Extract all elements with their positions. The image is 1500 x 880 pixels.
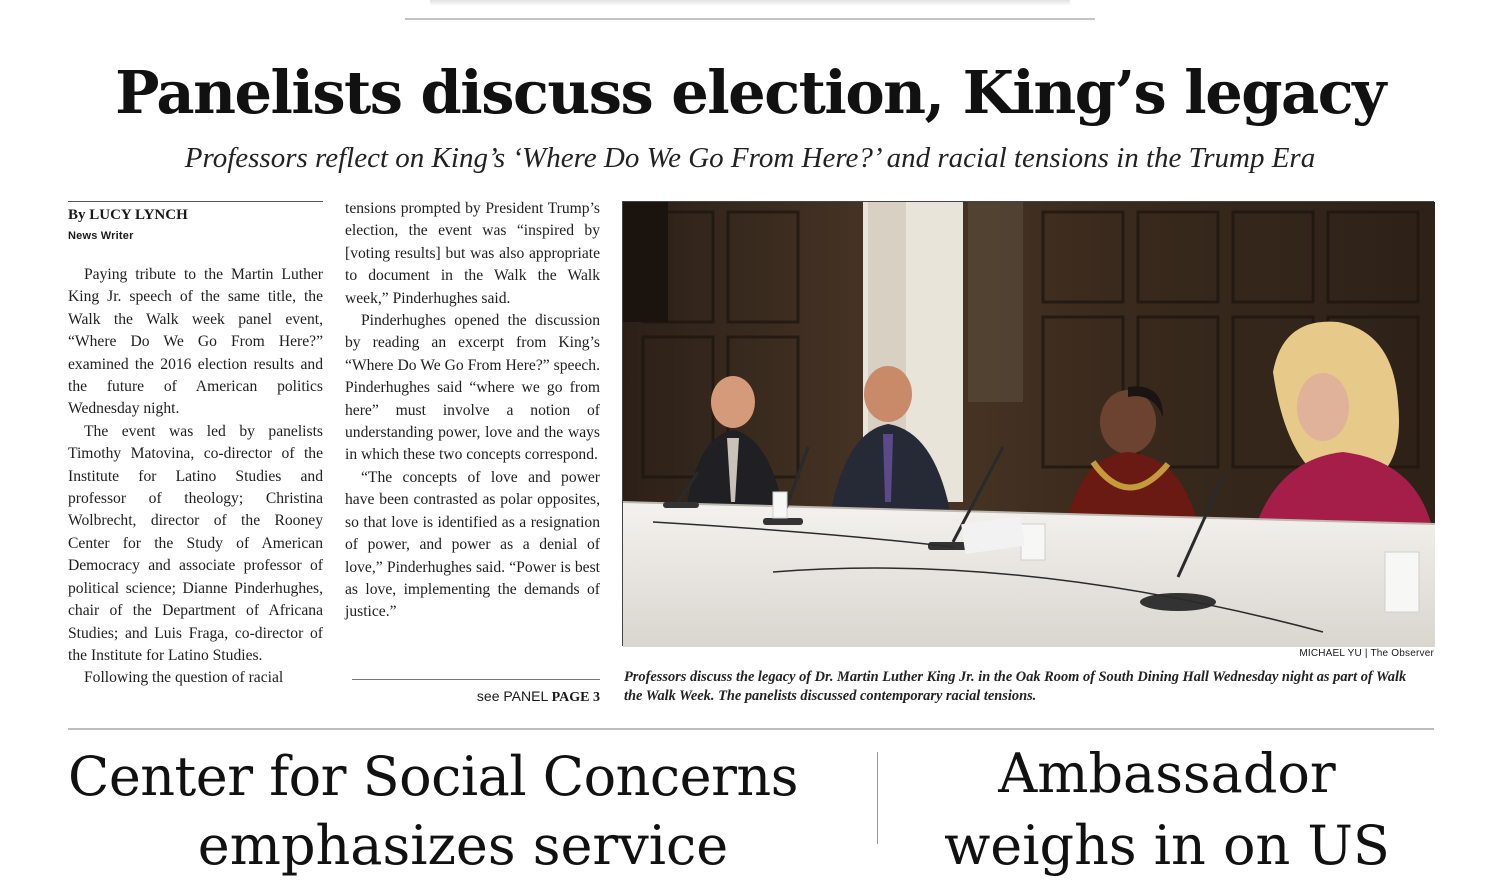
jump-divider — [352, 679, 600, 680]
jump-line[interactable] — [352, 688, 600, 706]
third-headline-line2: weighs in on US — [944, 814, 1390, 877]
jump-page: PAGE 3 — [551, 690, 600, 705]
paragraph: “The concepts of love and power have been contrasted as polar opposites, so that love is identified as a resignation of power, and power as a denial of love,” Pinderhughes said. “Power is best as love, implementing the demands of justice.” — [345, 468, 600, 621]
byline: By LUCY LYNCH — [68, 207, 188, 223]
top-divider — [405, 18, 1095, 20]
third-headline: Ambassador — [998, 742, 1336, 805]
section-divider — [68, 728, 1434, 730]
second-headline-line2: emphasizes service — [197, 814, 729, 877]
jump-text: see PANEL — [476, 688, 548, 704]
second-headline: Center for Social Concerns — [68, 745, 798, 808]
paragraph: The event was led by panelists Timothy Matovina, co-director of the Institute for Latino Studies and professor of theology; Christina Wolbrecht, director of the Rooney Center for the Study of American Democracy and associate professor of political science; Dianne Pinderhughes, chair of the Department of Africana Studies; and Luis Fraga, co-director of the Institute for Latino Studies. — [68, 422, 323, 664]
article-column-1 — [68, 264, 323, 690]
paragraph: Pinderhughes opened the discussion by reading an excerpt from King’s “Where Do We Go From Here?” speech. Pinderhughes said “where we go from here” must involve a notion of understanding power, love and the ways in which these two concepts correspond. — [345, 312, 600, 464]
cut-off-masthead-strip — [430, 0, 1070, 6]
main-deck: Professors reflect on King’s ‘Where Do We Go From Here?’ and racial tensions in the Trump Era — [184, 142, 1316, 174]
paragraph: tensions prompted by President Trump’s election, the event was “inspired by [voting results] but was also appropriate to document in the Walk the Walk week,” Pinderhughes said. — [345, 200, 600, 307]
main-headline: Panelists discuss election, King’s legacy — [115, 58, 1385, 127]
paragraph: Paying tribute to the Martin Luther King Jr. speech of the same title, the Walk the Walk week panel event, “Where Do We Go From Here?” examined the 2016 election results and the future of American politics Wednesday night. — [68, 266, 323, 418]
paragraph: Following the question of racial — [84, 669, 284, 687]
byline-divider — [68, 201, 323, 202]
byline-role: News Writer — [68, 230, 134, 242]
panelists-illustration — [623, 202, 1435, 647]
photo-caption: Professors discuss the legacy of Dr. Martin Luther King Jr. in the Oak Room of South Dining Hall Wednesday night as part of Walk the Walk Week. The panelists discussed contemporary racial tensions. — [624, 669, 1407, 704]
column-divider — [877, 752, 878, 844]
photo-credit: MICHAEL YU | The Observer — [1299, 648, 1434, 659]
article-column-2 — [345, 198, 600, 624]
panel-photo — [622, 201, 1434, 646]
